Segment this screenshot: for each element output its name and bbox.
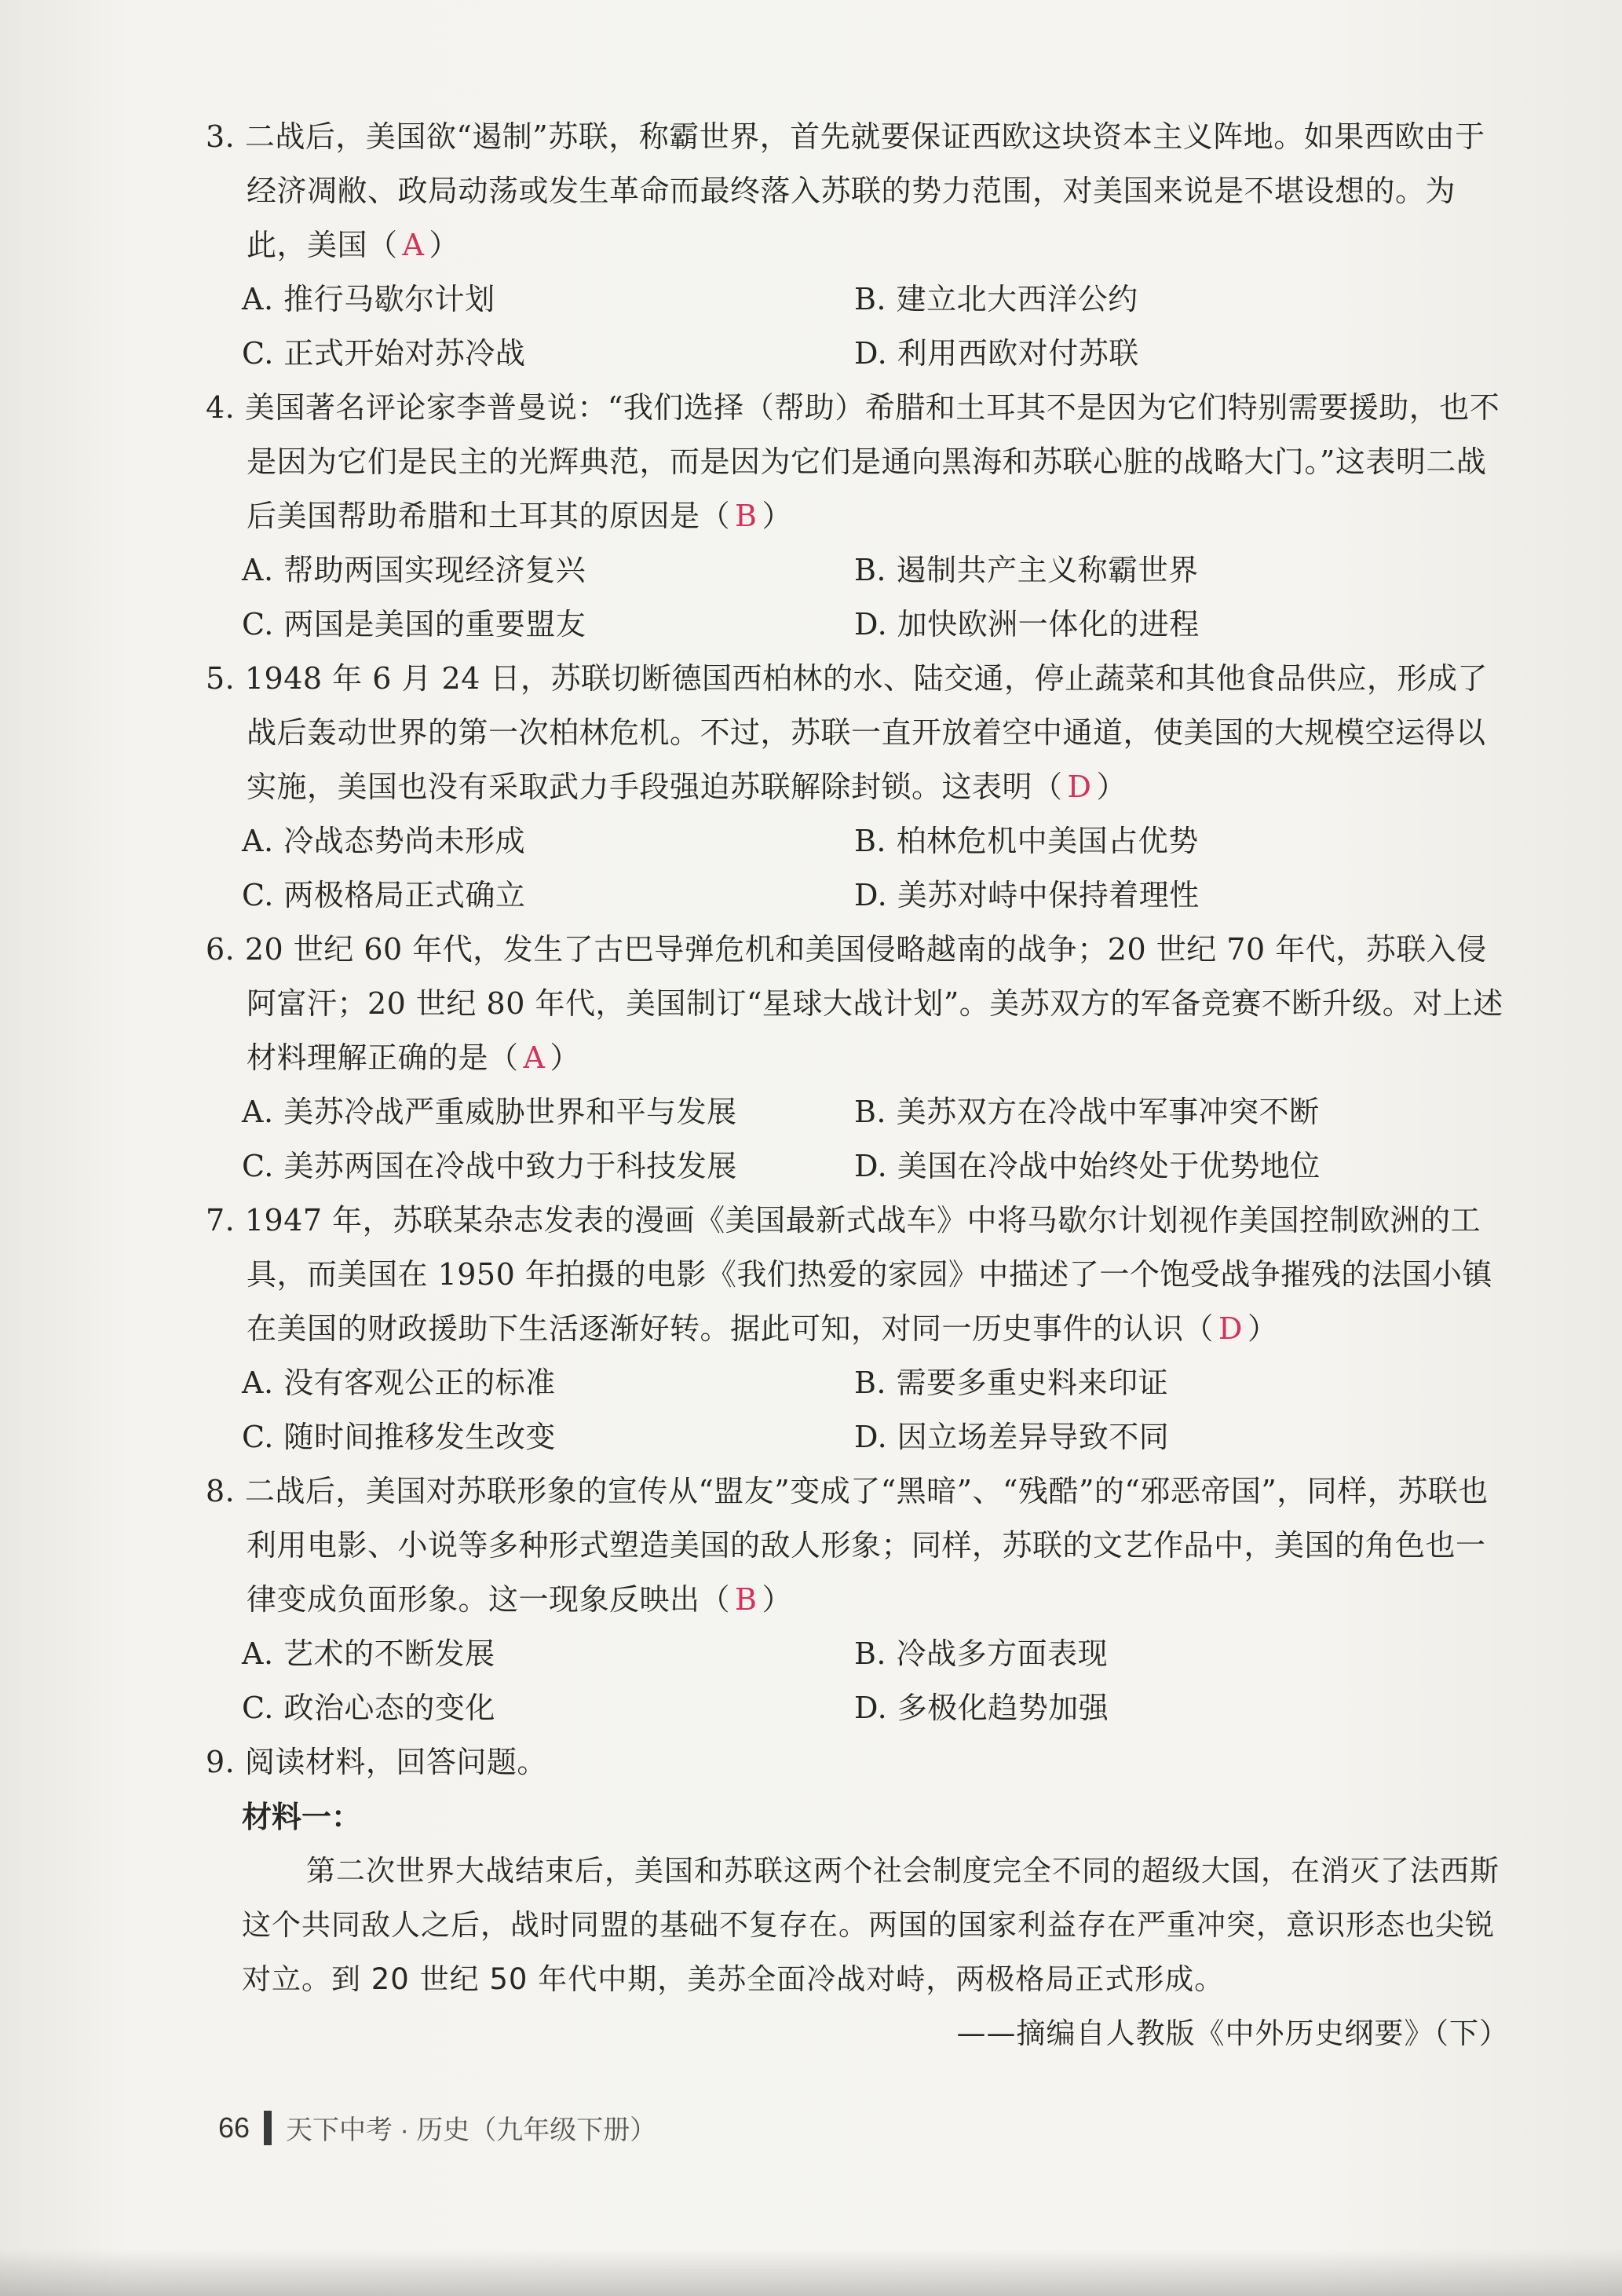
question-7-answer: D <box>1218 1311 1243 1346</box>
material-source: ——摘编自人教版《中外历史纲要》（下） <box>956 2016 1509 2050</box>
option-c: C. 两国是美国的重要盟友 <box>242 607 586 642</box>
option-a: A. 没有客观公正的标准 <box>242 1366 556 1400</box>
question-7-text: 7. 1947 年，苏联某杂志发表的漫画《美国最新式战车》中将马歇尔计划视作美国控制欧洲的工具，而美国在 1950 年拍摄的电影《我们热爱的家园》中描述了一个饱受战争摧残的法国小镇在美国的财政援助下生活逐渐好转。据此可知，对同一历史事件的认识（ <box>206 1203 1492 1346</box>
question-7: 7. 1947 年，苏联某杂志发表的漫画《美国最新式战车》中将马歇尔计划视作美国控制欧洲的工具，而美国在 1950 年拍摄的电影《我们热爱的家园》中描述了一个饱受战争摧残的法国小镇在美国的财政援助下生活逐渐好转。据此可知，对同一历史事件的认识（ D ） <box>206 1203 1492 1346</box>
question-6-options <box>242 1085 1509 1194</box>
question-8-options <box>242 1627 1509 1735</box>
question-list <box>206 110 1509 2060</box>
question-7-options <box>242 1356 1509 1464</box>
option-c: C. 正式开始对苏冷战 <box>242 336 526 371</box>
option-d: D. 因立场差异导致不同 <box>854 1420 1170 1454</box>
option-a: A. 推行马歇尔计划 <box>242 282 495 316</box>
question-5-answer: D <box>1067 770 1092 804</box>
option-c: C. 两极格局正式确立 <box>242 878 526 912</box>
option-b: B. 建立北大西洋公约 <box>854 282 1138 316</box>
question-5: 5. 1948 年 6 月 24 日，苏联切断德国西柏林的水、陆交通，停止蔬菜和其他食品供应，形成了战后轰动世界的第一次柏林危机。不过，苏联一直开放着空中通道，使美国的大规模空运得以实施，美国也没有采取武力手段强迫苏联解除封锁。这表明（ D ） <box>206 661 1488 804</box>
book-title: 天下中考 · 历史（九年级下册） <box>286 2115 657 2145</box>
question-8-text: 8. 二战后，美国对苏联形象的宣传从“盟友”变成了“黑暗”、“残酷”的“邪恶帝国”，同样，苏联也利用电影、小说等多种形式塑造美国的敌人形象；同样，苏联的文艺作品中，美国的角色也一律变成负面形象。这一现象反映出（ <box>206 1474 1489 1617</box>
question-4: 4. 美国著名评论家李普曼说：“我们选择（帮助）希腊和土耳其不是因为它们特别需要援助，也不是因为它们是民主的光辉典范，而是因为它们是通向黑海和苏联心脏的战略大门。”这表明二战后美国帮助希腊和土耳其的原因是（ B ） <box>206 390 1500 533</box>
option-d: D. 利用西欧对付苏联 <box>854 336 1139 371</box>
material-label: 材料一： <box>242 1799 362 1834</box>
page-footer <box>218 2108 656 2147</box>
option-a: A. 冷战态势尚未形成 <box>242 824 526 858</box>
option-d: D. 美苏对峙中保持着理性 <box>854 878 1200 912</box>
question-8-answer: B <box>735 1582 758 1617</box>
question-6: 6. 20 世纪 60 年代，发生了古巴导弹危机和美国侵略越南的战争；20 世纪 70 年代，苏联入侵阿富汗；20 世纪 80 年代，美国制订“星球大战计划”。美苏双方的军备竞赛不断升级。对上述材料理解正确的是（ A ） <box>206 932 1503 1075</box>
option-b: B. 遏制共产主义称霸世界 <box>854 553 1199 587</box>
option-b: B. 需要多重史料来印证 <box>854 1366 1169 1400</box>
option-c: C. 随时间推移发生改变 <box>242 1420 556 1454</box>
question-3: 3. 二战后，美国欲“遏制”苏联，称霸世界，首先就要保证西欧这块资本主义阵地。如果西欧由于经济凋敝、政局动荡或发生革命而最终落入苏联的势力范围，对美国来说是不堪设想的。为此，美国（ A ） <box>206 119 1485 262</box>
option-d: D. 多极化趋势加强 <box>854 1691 1109 1725</box>
option-b: B. 冷战多方面表现 <box>854 1636 1109 1671</box>
question-5-options <box>242 814 1509 923</box>
option-d: D. 美国在冷战中始终处于优势地位 <box>854 1149 1321 1183</box>
question-6-text: 6. 20 世纪 60 年代，发生了古巴导弹危机和美国侵略越南的战争；20 世纪 70 年代，苏联入侵阿富汗；20 世纪 80 年代，美国制订“星球大战计划”。美苏双方的军备竞赛不断升级。对上述材料理解正确的是（ <box>206 932 1503 1075</box>
question-9-prompt: 9. 阅读材料，回答问题。 <box>206 1745 547 1779</box>
option-c: C. 美苏两国在冷战中致力于科技发展 <box>242 1149 737 1183</box>
question-6-answer: A <box>523 1040 546 1075</box>
question-3-options <box>242 272 1509 381</box>
question-5-text: 5. 1948 年 6 月 24 日，苏联切断德国西柏林的水、陆交通，停止蔬菜和其他食品供应，形成了战后轰动世界的第一次柏林危机。不过，苏联一直开放着空中通道，使美国的大规模空运得以实施，美国也没有采取武力手段强迫苏联解除封锁。这表明（ <box>206 661 1488 804</box>
page-edge-shadow <box>0 2249 1622 2296</box>
page-number: 66 <box>218 2111 250 2144</box>
question-8: 8. 二战后，美国对苏联形象的宣传从“盟友”变成了“黑暗”、“残酷”的“邪恶帝国”，同样，苏联也利用电影、小说等多种形式塑造美国的敌人形象；同样，苏联的文艺作品中，美国的角色也一律变成负面形象。这一现象反映出（ B ） <box>206 1474 1489 1617</box>
option-d: D. 加快欧洲一体化的进程 <box>854 607 1200 642</box>
option-c: C. 政治心态的变化 <box>242 1691 495 1725</box>
question-3-text: 3. 二战后，美国欲“遏制”苏联，称霸世界，首先就要保证西欧这块资本主义阵地。如果西欧由于经济凋敝、政局动荡或发生革命而最终落入苏联的势力范围，对美国来说是不堪设想的。为此，美国（ <box>206 119 1485 262</box>
option-a: A. 美苏冷战严重威胁世界和平与发展 <box>242 1095 737 1129</box>
option-b: B. 美苏双方在冷战中军事冲突不断 <box>854 1095 1320 1129</box>
footer-divider <box>264 2111 272 2145</box>
option-b: B. 柏林危机中美国占优势 <box>854 824 1199 858</box>
material-text: 第二次世界大战结束后，美国和苏联这两个社会制度完全不同的超级大国，在消灭了法西斯这个共同敌人之后，战时同盟的基础不复存在。两国的国家利益存在严重冲突，意识形态也尖锐对立。到 20 世纪 50 年代中期，美苏全面冷战对峙，两极格局正式形成。 <box>242 1854 1500 1996</box>
question-4-answer: B <box>735 499 758 533</box>
question-4-text: 4. 美国著名评论家李普曼说：“我们选择（帮助）希腊和土耳其不是因为它们特别需要援助，也不是因为它们是民主的光辉典范，而是因为它们是通向黑海和苏联心脏的战略大门。”这表明二战后美国帮助希腊和土耳其的原因是（ <box>206 390 1500 533</box>
question-4-options <box>242 543 1509 652</box>
option-a: A. 艺术的不断发展 <box>242 1636 495 1671</box>
option-a: A. 帮助两国实现经济复兴 <box>242 553 586 587</box>
question-3-answer: A <box>402 228 425 262</box>
